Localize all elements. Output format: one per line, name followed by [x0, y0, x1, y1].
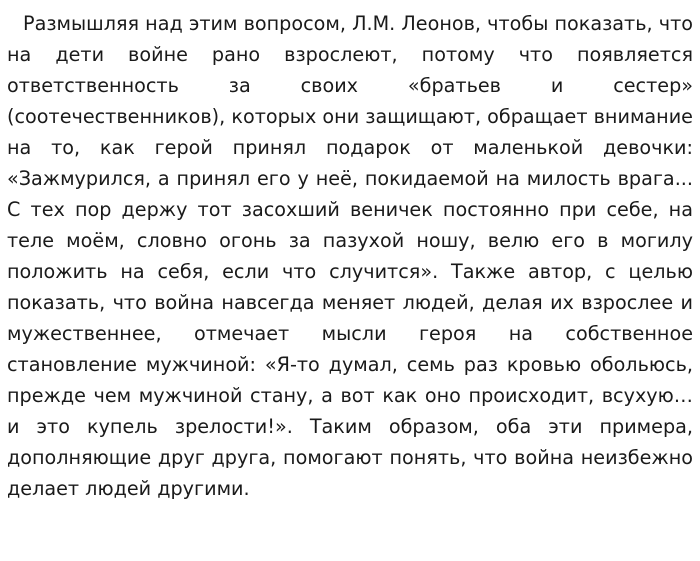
document-body	[7, 8, 693, 504]
essay-paragraph: Размышляя над этим вопросом, Л.М. Леонов, чтобы показать, что на дети войне рано взрослеют, потому что появляется ответственность за своих «братьев и сестер» (соотечественников), которых они защищают, обращает внимание на то, как герой принял подарок от маленькой девочки: «Зажмурился, а принял его у неё, покидаемой на милость врага... С тех пор держу тот засохший веничек постоянно при себе, на теле моём, словно огонь за пазухой ношу, велю его в могилу положить на себя, если что случится». Также автор, с целью показать, что война навсегда меняет людей, делая их взрослее и мужественнее, отмечает мысли героя на собственное становление мужчиной: «Я-то думал, семь раз кровью обольюсь, прежде чем мужчиной стану, а вот как оно происходит, всухую… и это купель зрелости!». Таким образом, оба эти примера, дополняющие друг друга, помогают понять, что война неизбежно делает людей другими.	[7, 12, 693, 500]
